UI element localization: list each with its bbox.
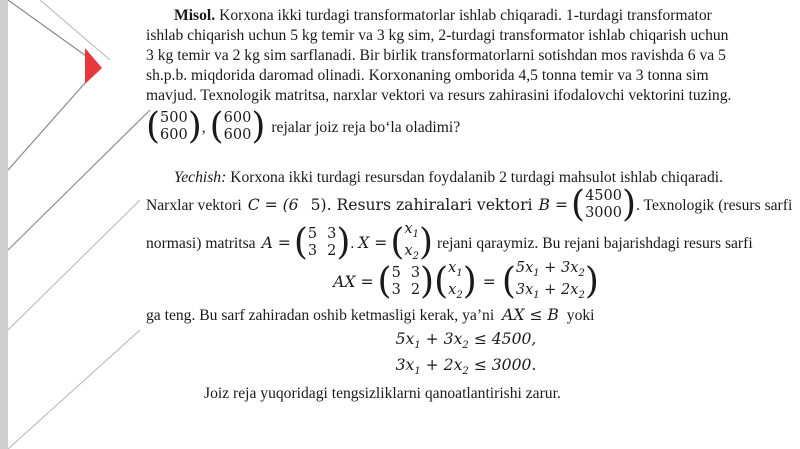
final-sentence: Joiz reja yuqoridagi tengsizliklarni qanoatlantirishi zarur.: [204, 385, 561, 402]
deco-line-6: [8, 330, 140, 449]
deco-line-4: [8, 110, 150, 250]
vector-B: 4500 3000: [585, 188, 622, 221]
misol-line-3: 3 kg temir va 2 kg sim sarflanadi. Bir birlik transformatorlarni sotishdan mos ravishda 6 va 5: [146, 47, 726, 64]
inequality-2: $3x_1 + 2x_2 \le 3000$.: [395, 356, 537, 378]
inequality-1: $5x_1 + 3x_2 \le 4500$,: [395, 330, 537, 352]
yechish-label: Yechish:: [174, 169, 227, 186]
vector-2: 600 600: [223, 110, 252, 143]
ga-teng-line: ga teng. Bu sarf zahiradan oshib ketmasligi kerak, ya’ni AX ≤ B yoki: [146, 306, 595, 324]
misol-line-1: Misol. Korxona ikki turdagi transformatorlar ishlab chiqaradi. 1-turdagi transformator: [174, 7, 712, 24]
misol-line-4: sh.p.b. miqdorida daromad olinadi. Korxonaning omborida 4,5 tonna temir va 3 tonna sim: [146, 67, 709, 84]
vector-X: $x_1$ $x_2$: [404, 221, 419, 262]
matrix-A: 5 3 3 2: [307, 226, 337, 259]
vector-1: 500 600: [160, 110, 188, 143]
misol-line-5: mavjud. Texnologik matritsa, narxlar vektori va resurs zahirasini ifodalovchi vektorini tuzing.: [146, 87, 732, 104]
result-vector: $5x_1 + 3x_2$ $3x_1 + 2x_2$: [515, 260, 585, 301]
red-arrow-marker: [85, 48, 102, 84]
ax-equation: AX = ( 5 3 3 2 ) ( $x_1$ $x_2$ ) = ( $5x_1 + 3x_2$ $3x_1 + 2x_2$ ): [333, 260, 599, 302]
yechish-line-1: Yechish: Korxona ikki turdagi resursdan foydalanib 2 turdagi mahsulot ishlab chiqaradi.: [174, 169, 724, 186]
deco-line-5: [8, 200, 140, 330]
left-edge-bar: [0, 0, 8, 449]
question-text: rejalar joiz reja bo‘la oladimi?: [271, 118, 461, 136]
yechish-line-2: Narxlar vektori C = (6 5). Resurs zahiralari vektori B = ( 4500 3000 ) . Texnologik (resurs sarfi: [146, 184, 793, 225]
misol-label: Misol.: [174, 7, 216, 24]
misol-line-2: ishlab chiqarish uchun 5 kg temir va 3 kg sim, 2-turdagi transformator ishlab chiqarish uchun: [146, 27, 729, 44]
yechish-line-3: normasi) matritsa A = ( 5 3 3 2 ) . X = ( $x_1$ $x_2$ ) rejani qaraymiz. Bu rejani bajarishdagi resurs sarfi: [146, 221, 753, 263]
misol-vectors-line: ( 500 600 ) , ( 600 600 ) rejalar joiz reja bo‘la oladimi?: [146, 106, 461, 147]
slide-content: [146, 0, 793, 449]
